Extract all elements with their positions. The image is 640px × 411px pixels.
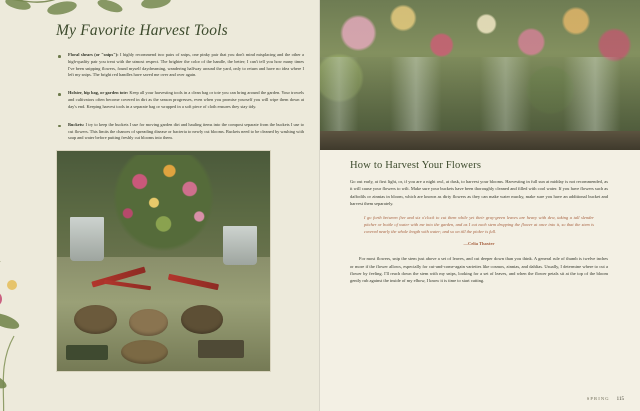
list-item-body: I highly recommend two pairs of snips, one pinky pair that you don't mind misplacing and the other a high-quality pair you treat with the utmost respect. The brighter the color of the handle, the better; I can't tell you how many times I've been snipping flowers, found myself daydreaming, wandering halfway around the yard, only to return and have no idea where I left my snips. The bright red handles have saved me over and over again.	[68, 52, 304, 78]
harvest-tools-photo	[56, 150, 271, 372]
section-title: How to Harvest Your Flowers	[350, 160, 482, 171]
list-item-lead: Floral shears (or "snips"):	[68, 52, 119, 57]
list-item	[56, 122, 304, 142]
pull-quote	[350, 214, 608, 247]
harvest-tools-list	[56, 52, 304, 142]
pull-quote-text: I go forth between five and six o'clock to cut them while yet their gray-green leaves are heavy with dew, taking a tall slender pitcher or bottle of water with me into the garden, and as I cut each stem dropping the flower at once into it, so that the stem is covered nearly the whole length with water; and so on till the picker is full.	[364, 215, 594, 235]
body-paragraph: For most flowers, snip the stem just above a set of leaves, and cut deeper down than you think. A general rule of thumb is twelve inches or more if the flower allows, especially for cut-and-come-again varieties like cosmos, zinnias, and dahlias. Usually, I determine where to cut a flower by feeling. I'll reach down the stem with my snips, looking for a set of leaves, and when the flower petals sit at the top of the bloom gently rub against the inside of my elbow, I know it is time to start cutting.	[350, 256, 608, 284]
list-item-body: Keep all your harvesting tools in a clean bag or tote you can bring around the garden. Your trowels and cultivators often become covered in dirt as the season progresses, even when you promise yourself you will wipe them down at day's end. Keeping harvest tools in a separate bag or wrapped in a soft piece of cloth ensures they stay tidy.	[68, 90, 305, 109]
pull-quote-attribution: —Celia Thaxter	[463, 241, 495, 247]
list-item	[56, 52, 304, 79]
cut-flowers-photo	[320, 0, 640, 150]
right-page	[320, 0, 640, 411]
page-title: My Favorite Harvest Tools	[56, 22, 228, 39]
photo-table-surface	[320, 131, 640, 151]
seed-bowl-in-photo	[129, 309, 167, 335]
right-page-text-column	[350, 160, 608, 292]
body-paragraph: Go out early, at first light, or, if you are a night owl, at dusk, to harvest your blooms. Harvesting in full sun at midday is not recommended, as it will cause your flowers to wilt. Make sure your buckets have been thoroughly cleaned and filled with cool water. If you have flowers such as daffodils or zinnias in bloom, which are known as dirty flowers as they can make water mucky, make sure you have an additional bucket and harvest them separately.	[350, 179, 608, 206]
page-footer	[587, 396, 624, 402]
garden-tote-in-photo	[198, 340, 245, 358]
bucket-in-photo	[223, 226, 257, 266]
page-number: 115	[616, 397, 624, 402]
left-page-text-column	[56, 22, 304, 153]
foliage-in-photo	[66, 345, 109, 360]
list-item-body: I try to keep the buckets I use for moving garden dirt and hauling items into the compost separate from the buckets I use to cut flowers. This limits the chances of spreading disease or bacteria to newly cut blooms. Buckets need to be cleaned by washing with soap and water before putting freshly cut blooms into them.	[68, 121, 304, 141]
seed-bowl-in-photo	[181, 305, 224, 334]
list-item	[56, 90, 304, 110]
list-item-lead: Buckets:	[68, 121, 85, 127]
seed-bowl-in-photo	[74, 305, 117, 334]
list-item-lead: Holster, hip bag, or garden tote:	[68, 90, 129, 96]
bucket-in-photo	[70, 217, 104, 261]
footer-section-label: SPRING	[586, 396, 610, 401]
bouquet-in-photo	[104, 155, 223, 261]
